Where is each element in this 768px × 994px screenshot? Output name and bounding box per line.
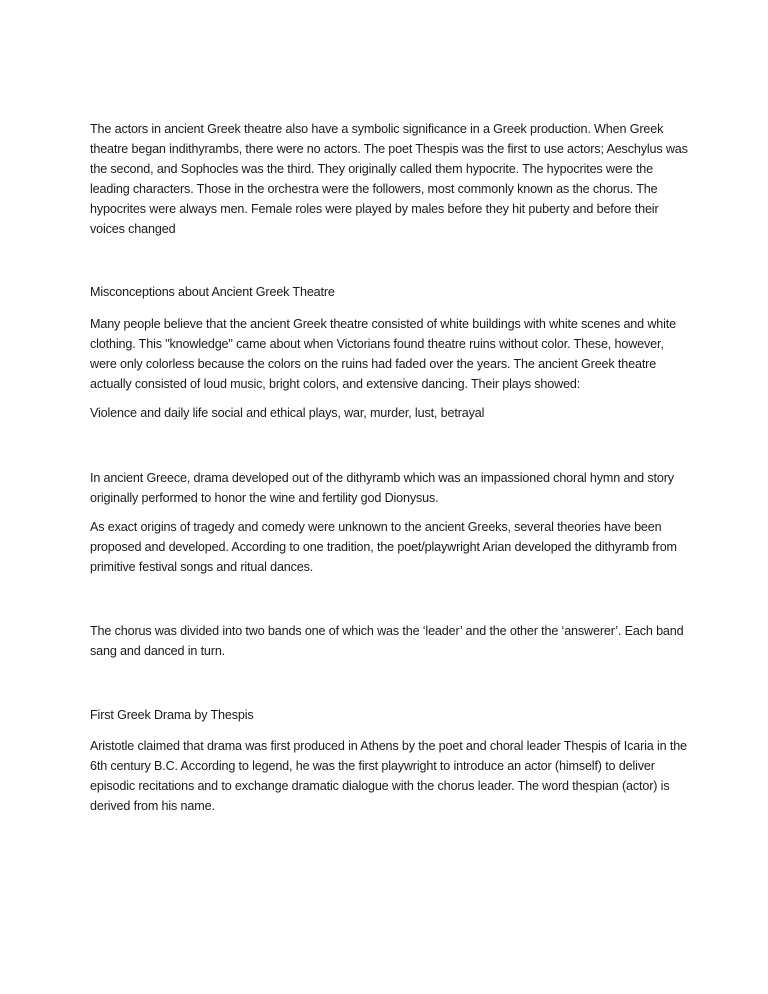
paragraph-misconceptions: Many people believe that the ancient Greek theatre consisted of white buildings with white scenes and white clothing. This "knowledge" came about when Victorians found theatre ruins without color. These, however, were only colorless because the colors on the ruins had faded over the years. The ancient Greek theatre actually consisted of loud music, bright colors, and extensive dancing. Their plays showed: — [90, 317, 677, 391]
paragraph-chorus: The chorus was divided into two bands one of which was the ‘leader’ and the other the ‘answerer’. Each band sang and danced in turn. — [90, 624, 684, 658]
paragraph-actors: The actors in ancient Greek theatre also have a symbolic significance in a Greek production. When Greek theatre began indithyrambs, there were no actors. The poet Thespis was the first to use actors; Aeschylus was the second, and Sophocles was the third. They originally called them hypocrite. The hypocrites were the leading characters. Those in the orchestra were the followers, most commonly known as the chorus. The hypocrites were always men. Female roles were played by males before they hit puberty and before their voices changed — [90, 122, 688, 236]
paragraph-origins: As exact origins of tragedy and comedy were unknown to the ancient Greeks, several theories have been proposed and developed. According to one tradition, the poet/playwright Arian developed the dithyramb from primitive festival songs and ritual dances. — [90, 520, 677, 574]
heading-misconceptions: Misconceptions about Ancient Greek Theatre — [90, 285, 335, 299]
paragraph-dithyramb: In ancient Greece, drama developed out of the dithyramb which was an impassioned choral hymn and story originally performed to honor the wine and fertility god Dionysus. — [90, 471, 674, 505]
paragraph-first-drama: Aristotle claimed that drama was first produced in Athens by the poet and choral leader Thespis of Icaria in the 6th century B.C. According to legend, he was the first playwright to introduce an actor (himself) to deliver episodic recitations and to exchange dramatic dialogue with the chorus leader. The word thespian (actor) is derived from his name. — [90, 739, 687, 813]
heading-first-drama: First Greek Drama by Thespis — [90, 708, 254, 722]
paragraph-violence: Violence and daily life social and ethical plays, war, murder, lust, betrayal — [90, 406, 485, 420]
